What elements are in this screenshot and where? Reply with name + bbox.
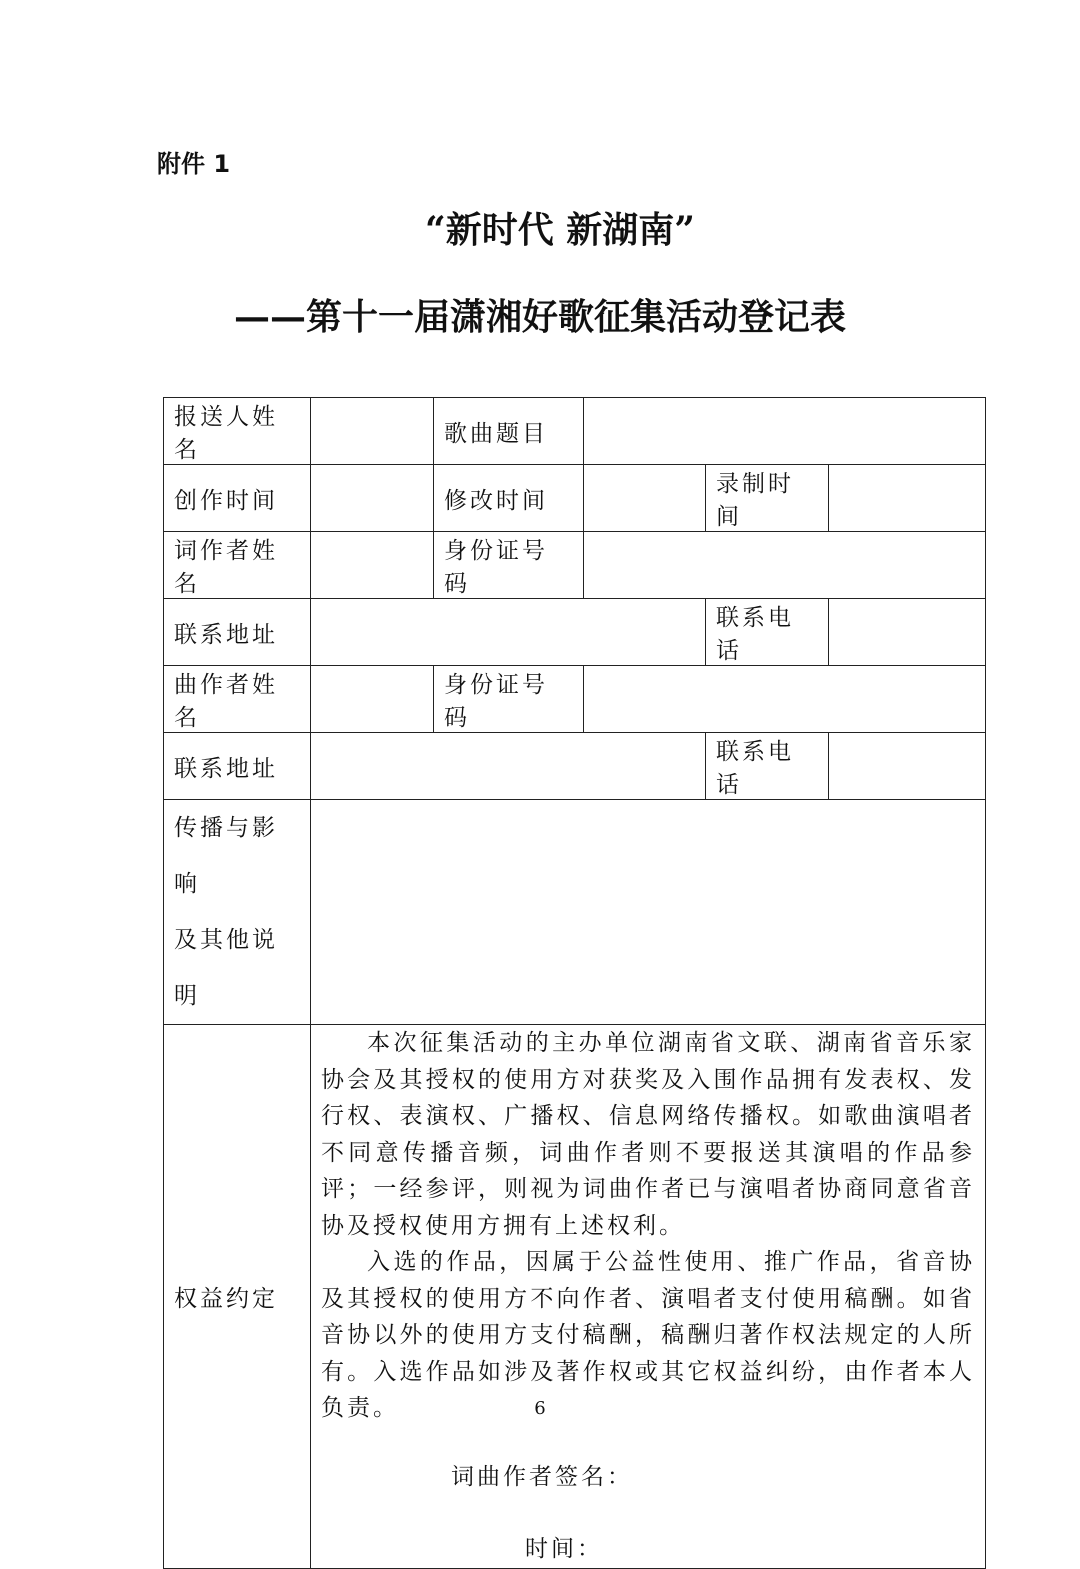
page-number: 6	[534, 1398, 546, 1419]
row-composer	[164, 666, 986, 733]
rights-content	[311, 1025, 986, 1569]
spread-field[interactable]	[311, 800, 986, 1025]
lyricist-phone-field[interactable]	[829, 599, 986, 666]
row-rights	[164, 1025, 986, 1569]
song-title-label: 歌曲题目	[434, 398, 584, 465]
row-spread	[164, 800, 986, 1025]
creation-time-label: 创作时间	[164, 465, 311, 532]
lyricist-id-field[interactable]	[584, 532, 986, 599]
submitter-name-field[interactable]	[311, 398, 434, 465]
song-title-field[interactable]	[584, 398, 986, 465]
spread-label-line2: 及其他说明	[174, 927, 278, 1009]
row-times	[164, 465, 986, 532]
submitter-name-label: 报送人姓名	[164, 398, 311, 465]
row-lyricist	[164, 532, 986, 599]
spread-label	[164, 800, 311, 1025]
composer-phone-label: 联系电话	[706, 733, 829, 800]
row-lyricist-contact	[164, 599, 986, 666]
lyricist-phone-label: 联系电话	[706, 599, 829, 666]
creation-time-field[interactable]	[311, 465, 434, 532]
signature-label: 词曲作者签名：	[451, 1463, 633, 1490]
lyricist-name-label: 词作者姓名	[164, 532, 311, 599]
rights-label: 权益约定	[164, 1025, 311, 1569]
spread-label-line1: 传播与影响	[174, 815, 278, 897]
composer-address-field[interactable]	[311, 733, 706, 800]
title-line-2: ——第十一届潇湘好歌征集活动登记表	[233, 296, 846, 338]
composer-name-field[interactable]	[311, 666, 434, 733]
title-line-1: “新时代 新湖南”	[425, 209, 695, 251]
registration-form	[163, 397, 986, 1569]
recording-time-label: 录制时间	[706, 465, 829, 532]
composer-address-label: 联系地址	[164, 733, 311, 800]
composer-id-label: 身份证号码	[434, 666, 584, 733]
lyricist-name-field[interactable]	[311, 532, 434, 599]
row-composer-contact	[164, 733, 986, 800]
composer-id-field[interactable]	[584, 666, 986, 733]
time-label: 时间：	[525, 1536, 603, 1562]
row-submitter	[164, 398, 986, 465]
recording-time-field[interactable]	[829, 465, 986, 532]
lyricist-id-label: 身份证号码	[434, 532, 584, 599]
revision-time-label: 修改时间	[434, 465, 584, 532]
revision-time-field[interactable]	[584, 465, 706, 532]
lyricist-address-field[interactable]	[311, 599, 706, 666]
composer-phone-field[interactable]	[829, 733, 986, 800]
lyricist-address-label: 联系地址	[164, 599, 311, 666]
attachment-label: 附件 1	[157, 150, 231, 178]
composer-name-label: 曲作者姓名	[164, 666, 311, 733]
rights-paragraph-2: 入选的作品，因属于公益性使用、推广作品，省音协及其授权的使用方不向作者、演唱者支付使用稿酬。如省音协以外的使用方支付稿酬，稿酬归著作权法规定的人所有。入选作品如涉及著作权或其它权益纠纷，由作者本人负责。	[321, 1249, 975, 1421]
rights-paragraph-1: 本次征集活动的主办单位湖南省文联、湖南省音乐家协会及其授权的使用方对获奖及入围作品拥有发表权、发行权、表演权、广播权、信息网络传播权。如歌曲演唱者不同意传播音频，词曲作者则不要报送其演唱的作品参评；一经参评，则视为词曲作者已与演唱者协商同意省音协及授权使用方拥有上述权利。	[321, 1030, 975, 1239]
